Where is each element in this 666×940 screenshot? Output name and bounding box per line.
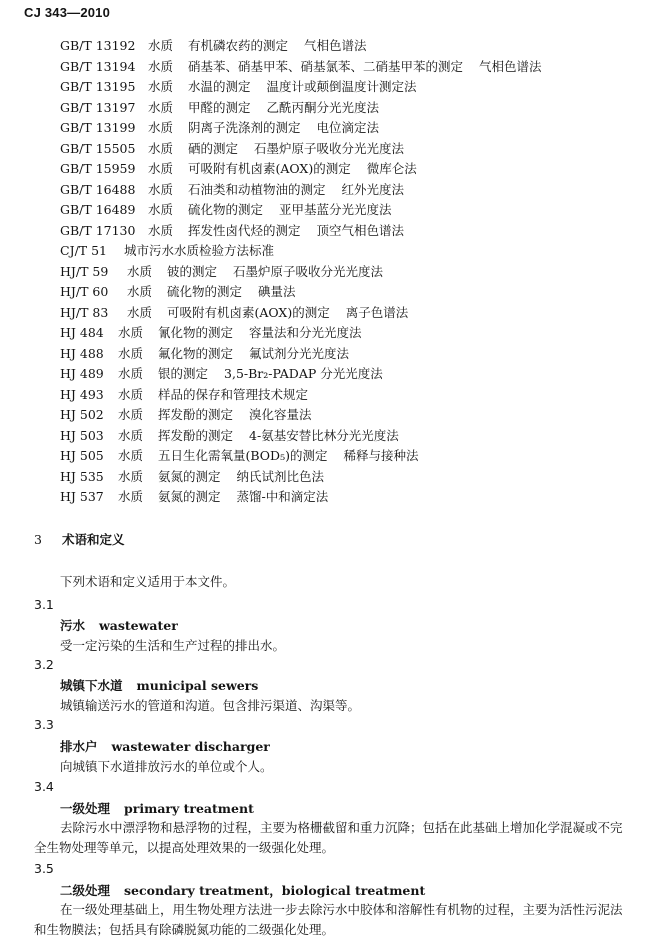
reference-category: 水质 bbox=[127, 304, 153, 320]
reference-item bbox=[60, 364, 650, 385]
reference-category: 水质 bbox=[118, 468, 144, 484]
term-title-en: primary treatment bbox=[124, 801, 254, 816]
term-title bbox=[60, 799, 254, 817]
reference-code: HJ 489 bbox=[60, 366, 104, 381]
reference-code: GB/T 13192 bbox=[60, 38, 136, 53]
reference-item bbox=[60, 57, 650, 78]
reference-method: 温度计或颠倒温度计测定法 bbox=[266, 79, 417, 94]
reference-method: 亚甲基蓝分光光度法 bbox=[279, 202, 392, 217]
term-title-zh: 一级处理 bbox=[60, 801, 111, 816]
term-number: 3.5 bbox=[34, 861, 54, 876]
reference-category: 水质 bbox=[148, 58, 174, 74]
reference-item bbox=[60, 385, 650, 406]
reference-method: 顶空气相色谱法 bbox=[316, 222, 405, 238]
reference-title: 硫化物的测定 bbox=[167, 284, 243, 299]
reference-item bbox=[60, 118, 650, 139]
reference-category: 水质 bbox=[118, 386, 144, 402]
reference-method: 气相色谱法 bbox=[304, 38, 367, 53]
reference-title: 铍的测定 bbox=[167, 263, 218, 279]
term-title bbox=[60, 616, 178, 634]
reference-title: 氨氮的测定 bbox=[158, 468, 221, 484]
reference-method: 石墨炉原子吸收分光光度法 bbox=[233, 263, 384, 279]
reference-title: 氰化物的测定 bbox=[158, 325, 234, 340]
reference-item bbox=[60, 139, 650, 160]
term-definition: 受一定污染的生活和生产过程的排出水。 bbox=[60, 638, 286, 653]
reference-code: HJ/T 59 bbox=[60, 263, 109, 279]
reference-code: HJ 537 bbox=[60, 489, 104, 504]
reference-category: 水质 bbox=[148, 120, 174, 135]
reference-category: 水质 bbox=[148, 181, 174, 197]
reference-item bbox=[60, 303, 650, 324]
reference-code: HJ 488 bbox=[60, 345, 104, 361]
reference-item bbox=[60, 241, 650, 262]
term-definition: 城镇输送污水的管道和沟道。包含排污渠道、沟渠等。 bbox=[60, 698, 361, 713]
reference-item bbox=[60, 282, 650, 303]
reference-title: 甲醛的测定 bbox=[188, 99, 251, 115]
reference-title: 银的测定 bbox=[158, 366, 209, 381]
reference-method: 电位滴定法 bbox=[316, 120, 380, 135]
reference-title: 挥发性卤代烃的测定 bbox=[188, 222, 301, 238]
reference-code: GB/T 13199 bbox=[60, 120, 136, 135]
reference-title: 城市污水水质检验方法标准 bbox=[124, 243, 275, 258]
term-title bbox=[60, 676, 258, 694]
reference-code: HJ 505 bbox=[60, 448, 104, 463]
term-number: 3.2 bbox=[34, 657, 54, 672]
reference-code: HJ 535 bbox=[60, 468, 104, 484]
reference-code: GB/T 16489 bbox=[60, 202, 136, 217]
reference-method: 微库仑法 bbox=[366, 161, 417, 176]
section-title: 术语和定义 bbox=[62, 532, 125, 547]
reference-method: 气相色谱法 bbox=[479, 58, 542, 74]
reference-title: 样品的保存和管理技术规定 bbox=[158, 386, 309, 402]
term-definition: 向城镇下水道排放污水的单位或个人。 bbox=[60, 759, 273, 774]
section-number: 3 bbox=[34, 532, 42, 547]
reference-category: 水质 bbox=[127, 263, 153, 279]
section-heading bbox=[34, 530, 125, 548]
reference-title: 挥发酚的测定 bbox=[158, 407, 234, 422]
reference-code: HJ 493 bbox=[60, 386, 104, 402]
reference-method: 稀释与接种法 bbox=[343, 448, 419, 463]
reference-category: 水质 bbox=[118, 489, 144, 504]
reference-item bbox=[60, 159, 650, 180]
reference-title: 挥发酚的测定 bbox=[158, 427, 234, 443]
reference-category: 水质 bbox=[148, 79, 174, 94]
reference-category: 水质 bbox=[148, 38, 174, 53]
reference-code: GB/T 13194 bbox=[60, 58, 136, 74]
reference-category: 水质 bbox=[148, 202, 174, 217]
term-title-en: secondary treatment，biological treatment bbox=[124, 883, 426, 898]
reference-category: 水质 bbox=[148, 161, 174, 176]
term-title-en: municipal sewers bbox=[136, 678, 259, 693]
reference-title: 水温的测定 bbox=[188, 79, 251, 94]
reference-item bbox=[60, 77, 650, 98]
reference-code: HJ/T 60 bbox=[60, 284, 109, 299]
reference-item bbox=[60, 221, 650, 242]
reference-code: HJ 502 bbox=[60, 407, 104, 422]
reference-item bbox=[60, 426, 650, 447]
reference-item bbox=[60, 98, 650, 119]
reference-category: 水质 bbox=[118, 448, 144, 463]
reference-method: 离子色谱法 bbox=[345, 304, 409, 320]
reference-method: 纳氏试剂比色法 bbox=[236, 468, 325, 484]
reference-method: 蒸馏-中和滴定法 bbox=[236, 489, 329, 504]
reference-code: HJ 484 bbox=[60, 325, 104, 340]
term-title-en: wastewater bbox=[99, 618, 178, 633]
reference-category: 水质 bbox=[118, 345, 144, 361]
reference-item bbox=[60, 200, 650, 221]
reference-code: HJ 503 bbox=[60, 427, 104, 443]
reference-title: 可吸附有机卤素(AOX)的测定 bbox=[167, 304, 330, 320]
term-definition: 去除污水中漂浮物和悬浮物的过程，主要为格栅截留和重力沉降；包括在此基础上增加化学混凝或不完全生物处理等单元，以提高处理效果的一级强化处理。 bbox=[34, 820, 623, 855]
normative-references-list bbox=[60, 36, 650, 508]
reference-code: HJ/T 83 bbox=[60, 304, 109, 320]
reference-title: 有机磷农药的测定 bbox=[188, 38, 289, 53]
reference-category: 水质 bbox=[148, 140, 174, 156]
reference-title: 硫化物的测定 bbox=[188, 202, 264, 217]
reference-method: 4-氨基安替比林分光光度法 bbox=[249, 427, 399, 443]
reference-item bbox=[60, 262, 650, 283]
reference-item bbox=[60, 487, 650, 508]
term-title-zh: 排水户 bbox=[60, 739, 98, 754]
reference-category: 水质 bbox=[148, 99, 174, 115]
reference-item bbox=[60, 180, 650, 201]
reference-code: GB/T 13195 bbox=[60, 79, 136, 94]
standard-code-header: CJ 343—2010 bbox=[24, 5, 111, 20]
reference-category: 水质 bbox=[118, 325, 144, 340]
reference-title: 阴离子洗涤剂的测定 bbox=[188, 120, 301, 135]
section-intro: 下列术语和定义适用于本文件。 bbox=[60, 574, 236, 589]
reference-title: 五日生化需氧量(BOD₅)的测定 bbox=[158, 448, 328, 463]
reference-item bbox=[60, 36, 650, 57]
reference-method: 氟试剂分光光度法 bbox=[249, 345, 350, 361]
reference-code: GB/T 17130 bbox=[60, 222, 136, 238]
term-title-zh: 城镇下水道 bbox=[60, 678, 123, 693]
reference-method: 容量法和分光光度法 bbox=[249, 325, 362, 340]
reference-title: 氨氮的测定 bbox=[158, 489, 221, 504]
reference-method: 石墨炉原子吸收分光光度法 bbox=[254, 140, 405, 156]
reference-item bbox=[60, 323, 650, 344]
term-title-zh: 二级处理 bbox=[60, 883, 111, 898]
reference-code: GB/T 15959 bbox=[60, 161, 136, 176]
term-title bbox=[60, 737, 270, 755]
reference-code: GB/T 13197 bbox=[60, 99, 136, 115]
reference-category: 水质 bbox=[118, 407, 144, 422]
reference-title: 石油类和动植物油的测定 bbox=[188, 181, 326, 197]
reference-method: 碘量法 bbox=[258, 284, 296, 299]
reference-item bbox=[60, 344, 650, 365]
reference-method: 3,5-Br₂-PADAP 分光光度法 bbox=[224, 366, 383, 381]
term-title-zh: 污水 bbox=[60, 618, 86, 633]
reference-code: GB/T 15505 bbox=[60, 140, 136, 156]
reference-method: 溴化容量法 bbox=[249, 407, 312, 422]
reference-code: CJ/T 51 bbox=[60, 243, 108, 258]
term-number: 3.3 bbox=[34, 717, 54, 732]
reference-category: 水质 bbox=[127, 284, 153, 299]
reference-method: 乙酰丙酮分光光度法 bbox=[266, 99, 380, 115]
reference-method: 红外光度法 bbox=[341, 181, 405, 197]
term-number: 3.1 bbox=[34, 597, 54, 612]
reference-item bbox=[60, 446, 650, 467]
term-number: 3.4 bbox=[34, 779, 54, 794]
reference-category: 水质 bbox=[118, 427, 144, 443]
reference-code: GB/T 16488 bbox=[60, 181, 136, 197]
term-title-en: wastewater discharger bbox=[111, 739, 270, 754]
reference-title: 氟化物的测定 bbox=[158, 345, 234, 361]
reference-title: 硝基苯、硝基甲苯、硝基氯苯、二硝基甲苯的测定 bbox=[188, 58, 464, 74]
reference-title: 硒的测定 bbox=[188, 140, 239, 156]
reference-category: 水质 bbox=[148, 222, 174, 238]
term-title bbox=[60, 881, 425, 899]
reference-item bbox=[60, 467, 650, 488]
reference-item bbox=[60, 405, 650, 426]
term-definition: 在一级处理基础上，用生物处理方法进一步去除污水中胶体和溶解性有机物的过程，主要为活性污泥法和生物膜法；包括具有除磷脱氮功能的二级强化处理。 bbox=[34, 902, 623, 937]
reference-title: 可吸附有机卤素(AOX)的测定 bbox=[188, 161, 351, 176]
reference-category: 水质 bbox=[118, 366, 144, 381]
